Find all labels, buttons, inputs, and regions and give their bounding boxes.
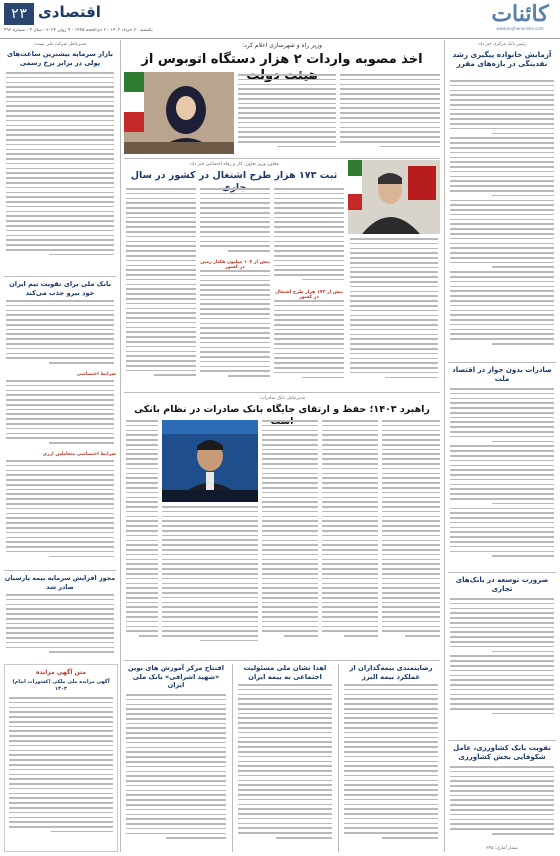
left-article-body-1: [6, 72, 114, 272]
divider: [448, 362, 556, 363]
left-red-label-2: شرایط اختصاصی متعاملین ارزی: [42, 452, 116, 457]
column-divider: [232, 664, 233, 852]
job-body-col-2a: [200, 188, 270, 258]
bottom-headline-alborz[interactable]: رضایتمندی بیمه‌گذاران از عملکرد بیمه البرز: [349, 664, 433, 681]
column-divider: [338, 664, 339, 852]
right-kicker: رئیس بانک مرکزی خبر داد:: [477, 42, 527, 47]
left-red-label-1: شرایط اختصاصی: [76, 372, 116, 377]
left-subhead[interactable]: بانک ملی برای تقویت تیم ایران خود نیرو جذب می‌کند: [9, 280, 111, 297]
auction-ad[interactable]: [4, 664, 118, 852]
divider: [448, 740, 556, 741]
saderat-headline[interactable]: راهبرد ۱۴۰۳؛ حفظ و ارتقای جایگاه بانک صادرات در نظام بانکی: [134, 404, 430, 415]
left-article-body-5: [6, 594, 114, 660]
divider: [124, 158, 440, 159]
right-article-body-1: [450, 80, 554, 360]
column-divider: [120, 40, 121, 852]
divider: [4, 276, 116, 277]
divider: [4, 570, 116, 571]
bottom-headline-iran-insurance[interactable]: اهدا نشان ملی مسئولیت اجتماعی به بیمه ایران: [243, 664, 327, 681]
alborz-body: [344, 684, 438, 848]
saderat-body-col-3: [262, 420, 318, 656]
divider: [448, 572, 556, 573]
iran-insurance-body: [238, 684, 332, 848]
right-headline-2[interactable]: صادرات بدون جواز در اقتصاد ملت: [452, 366, 552, 383]
job-subhead-2: بیش از ۱۷۳ هزار طرح اشتغال در کشور: [275, 290, 343, 300]
right-headline-1[interactable]: آزمایش خانواده پیگیری رشد نقدینگی در بازه‌های مقرر: [452, 50, 552, 68]
lead-body-col-2: [238, 74, 336, 154]
logo-url: www.kayhanonline.com: [496, 26, 544, 31]
page-number: ۲۳: [4, 3, 34, 25]
section-title: اقتصادی: [38, 3, 101, 21]
left-headline-sarmayeh[interactable]: مجوز افزایش سرمایه بیمه پارسیان صادر شد: [4, 574, 116, 591]
saderat-body-col-5: [126, 420, 158, 656]
saderat-body-col-1: [382, 420, 440, 656]
job-kicker: معاون وزیر تعاون، کار و رفاه اجتماعی خبر داد:: [189, 162, 279, 167]
left-article-body-2: [6, 300, 114, 370]
masthead: [0, 0, 560, 39]
job-headline[interactable]: ثبت ۱۷۳ هزار طرح اشتغال در کشور در سال: [130, 170, 338, 181]
right-article-body-2: [450, 388, 554, 568]
job-body-col-2b: [200, 270, 270, 388]
right-footer: شمار آماری: ۳۴۵: [486, 846, 518, 851]
column-divider: [444, 40, 445, 852]
job-body-col-3: [126, 188, 196, 388]
divider: [124, 392, 440, 393]
logo-text: کائنات: [491, 1, 549, 27]
minister-photo-svg: [124, 72, 234, 154]
logo[interactable]: [488, 2, 552, 36]
lead-body-col-1: [340, 74, 440, 154]
job-body-col-1b: [274, 300, 344, 388]
ad-title: متن آگهی مزایده: [35, 669, 87, 676]
left-headline[interactable]: بازار سرمایه بیشترین ساعت‌های پولی در برابر نرخ رسمی: [7, 50, 113, 67]
melli-training-body: [126, 694, 226, 848]
left-article-body-3: [6, 380, 114, 450]
divider: [124, 660, 440, 661]
saderat-body-col-4: [162, 506, 258, 656]
official-story-body: [350, 238, 438, 388]
ad-subtitle: آگهی مزایده ملی ملکی (کسورات ایتام) ۱۴۰۳: [12, 679, 110, 692]
official-photo-svg: [348, 160, 440, 234]
saderat-body-col-2: [322, 420, 378, 656]
right-article-body-4: [450, 766, 554, 844]
lead-kicker: وزیر راه و شهرسازی اعلام کرد:: [242, 42, 322, 49]
saderat-photo: [162, 420, 258, 502]
lead-photo: [124, 72, 234, 154]
dateline: یکشنبه ۲۰ خرداد ۱۴۰۳ - ۲ ذی‌الحجه ۱۴۴۵ - ۹ ژوئن ۲۰۲۴ - سال ۴ - شماره ۴۹۲: [4, 28, 153, 33]
left-article-body-4: [6, 460, 114, 568]
job-subhead-1: بیش از ۱۰۴ میلیون هکتار زمین در کشور: [200, 260, 270, 270]
bottom-headline-melli-training[interactable]: افتتاح مرکز آموزش های نوین «شهید اشرافی» بانک ملی ایران: [128, 664, 224, 689]
right-article-body-3: [450, 598, 554, 738]
saderat-kicker: مدیرعامل بانک صادرات:: [258, 396, 306, 401]
ad-body: [9, 697, 113, 843]
ceo-photo-svg: [162, 420, 258, 502]
official-photo: [348, 160, 440, 234]
lead-headline[interactable]: اخذ مصوبه واردات ۲ هزار دستگاه اتوبوس از: [141, 52, 423, 67]
right-headline-4[interactable]: تقویت بانک کشاورزی، عامل شکوفایی بخش کشاورزی: [453, 744, 551, 761]
left-kicker: مدیرعامل شرکت ملی پست:: [33, 42, 87, 47]
job-body-col-1a: [274, 188, 344, 288]
right-headline-3[interactable]: ضرورت توسعه در بانک‌های تجاری: [455, 576, 549, 593]
